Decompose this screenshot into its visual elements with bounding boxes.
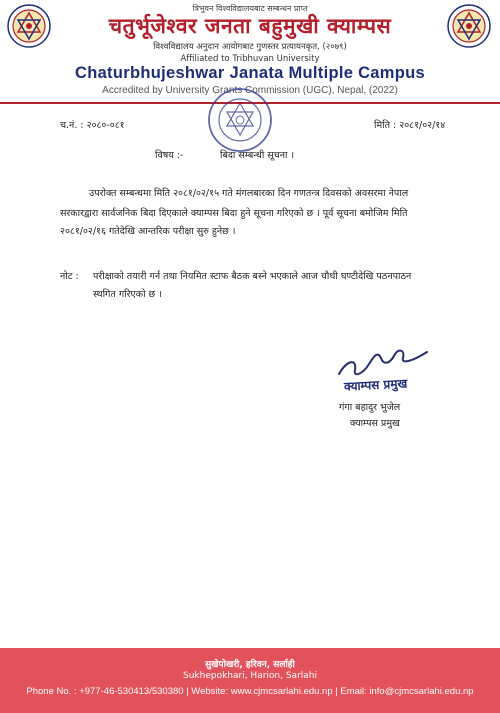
reference-number: च.नं. : २०८०-०८१ bbox=[60, 120, 125, 131]
footer-address-en: Sukhepokhari, Harion, Sarlahi bbox=[182, 671, 317, 681]
footer-address-np: सुखेपोखरी, हरिवन, सर्लाही bbox=[205, 660, 295, 670]
official-stamp bbox=[207, 87, 273, 153]
note-line: स्थगित गरिएको छ । bbox=[93, 289, 162, 300]
note-line: परीक्षाको तयारी गर्न तथा नियमित स्टाफ बैठक बस्ने भएकाले आज चौथी घण्टीदेखि पठनपाठन bbox=[93, 271, 412, 282]
accreditation-en: Accredited by University Grants Commission (UGC), Nepal, (2022) bbox=[102, 85, 398, 96]
body-line: सरकारद्वारा सार्वजनिक बिदा दिएकाले क्याम्पस बिदा हुने सूचना गरिएको छ । पूर्व सूचना बमोजिम मिति bbox=[60, 208, 408, 219]
signer-title: क्याम्पस प्रमुख bbox=[350, 418, 400, 429]
note-label: नोट : bbox=[60, 271, 79, 282]
subject-label: विषय :- bbox=[155, 150, 184, 161]
ugc-accreditation-np: विश्वविद्यालय अनुदान आयोगबाट गुणस्तर प्रत्यायनकृत, (२०७९) bbox=[153, 42, 347, 52]
signature-stamp-title: क्याम्पस प्रमुख bbox=[343, 376, 408, 394]
letter-date: मिति : २०८१/०२/१४ bbox=[374, 120, 446, 131]
signer-name: गंगा बहादुर भुजेल bbox=[339, 402, 401, 413]
body-line: उपरोक्त सम्बन्धमा मिति २०८१/०२/१५ गते मंगलबारका दिन गणतन्त्र दिवसको अवसरमा नेपाल bbox=[89, 188, 409, 199]
footer-contact-info: Phone No. : +977-46-530413/530380 | Website: www.cjmcsarlahi.edu.np | Email: info@cjmcsarlahi.edu.np bbox=[26, 686, 474, 697]
campus-name-en: Chaturbhujeshwar Janata Multiple Campus bbox=[74, 64, 425, 82]
affiliation-en: Affiliated to Tribhuvan University bbox=[180, 54, 320, 64]
affiliation-subtitle-np: त्रिभुवन विश्वविद्यालयबाट सम्बन्धन प्राप्त bbox=[192, 4, 308, 13]
campus-name-np: चतुर्भूजेश्वर जनता बहुमुखी क्याम्पस bbox=[108, 13, 392, 38]
body-line: २०८१/०२/१६ गतेदेखि आन्तरिक परीक्षा सुरु हुनेछ । bbox=[60, 226, 236, 237]
subject-text: बिदा सम्बन्धी सूचना । bbox=[220, 150, 295, 161]
